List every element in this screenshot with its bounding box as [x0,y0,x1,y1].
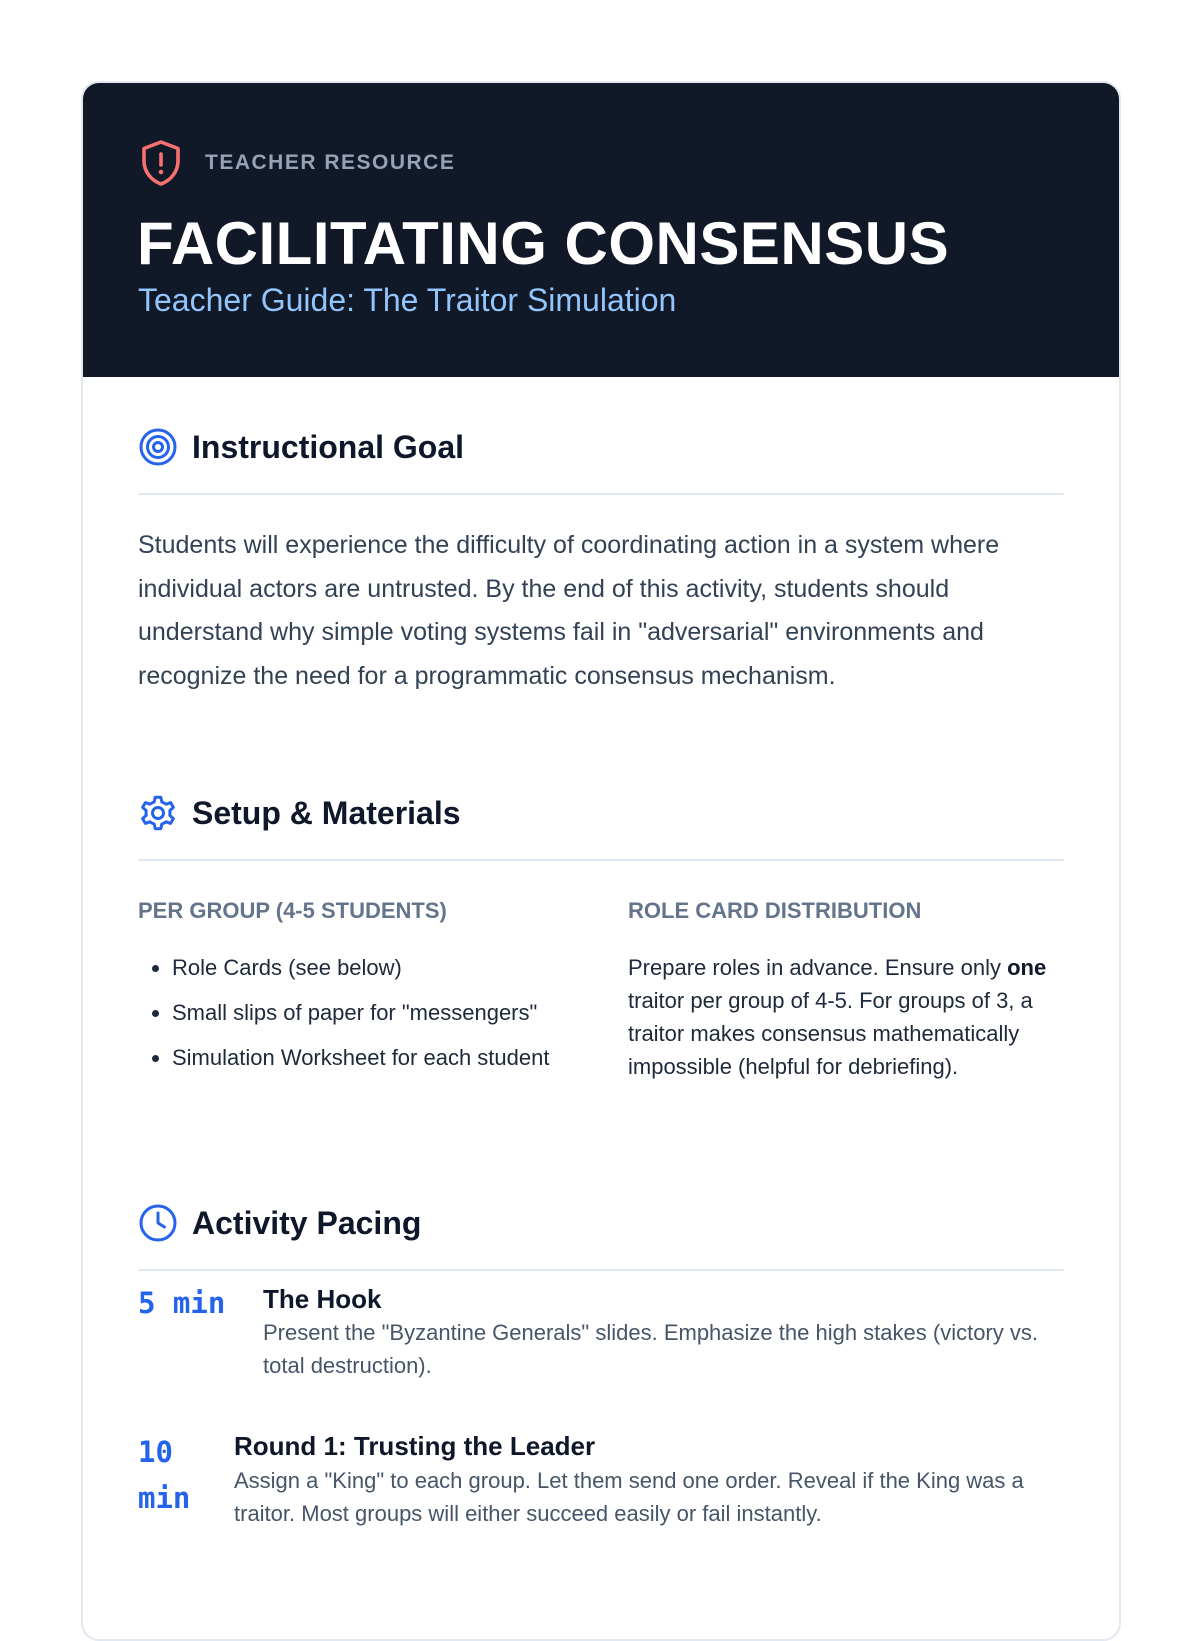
guide-header [83,83,1119,377]
materials-label: PER GROUP (4-5 STUDENTS) [138,898,447,923]
teacher-guide-card [81,81,1121,1641]
step-duration-unit: min [138,1481,191,1515]
page-title: FACILITATING CONSENSUS [137,210,950,277]
setup-heading: Setup & Materials [192,795,461,831]
setup-section-header [138,791,1064,861]
distribution-text [628,951,1068,1083]
step-duration [138,1429,190,1521]
distribution-text-end: traitor per group of 4-5. For groups of 3, a traitor makes consensus mathematically impossible (helpful for debriefing). [628,988,1033,1079]
clock-icon [138,1203,178,1243]
step-duration: 5 min [138,1286,226,1320]
list-item: • Role Cards (see below) [172,951,592,984]
step-title: Round 1: Trusting the Leader [234,1431,596,1461]
step-duration-number: 10 [138,1435,173,1469]
pacing-heading: Activity Pacing [192,1205,422,1241]
goal-text: Students will experience the difficulty of coordinating action in a system where individual actors are untrusted. By the end of this activity, students should understand why simple voting systems fail in "adversarial" environments and recognize the need for a programmatic consensus mechanism. [138,531,1000,690]
goal-section-header [138,425,1064,495]
materials-list [138,951,592,1086]
distribution-emphasis: one [1007,955,1047,980]
gear-icon [138,793,178,833]
list-item: • Small slips of paper for "messengers" [172,996,592,1029]
list-item: • Simulation Worksheet for each student [172,1041,592,1074]
step-description: Assign a "King" to each group. Let them send one order. Reveal if the King was a traitor. Most groups will either succeed easily or fail instantly. [234,1468,1024,1526]
pacing-section-header [138,1201,1064,1271]
distribution-label: ROLE CARD DISTRIBUTION [628,898,922,923]
target-icon [138,427,178,467]
eyebrow-label: TEACHER RESOURCE [205,151,456,174]
distribution-text-start: Prepare roles in advance. Ensure only [628,955,1008,980]
shield-alert-icon [139,139,183,187]
eyebrow-row [139,139,455,187]
step-description: Present the "Byzantine Generals" slides. Emphasize the high stakes (victory vs. total destruction). [263,1320,1038,1378]
page-subtitle: Teacher Guide: The Traitor Simulation [138,282,677,318]
step-title: The Hook [263,1284,382,1314]
goal-heading: Instructional Goal [192,429,465,465]
